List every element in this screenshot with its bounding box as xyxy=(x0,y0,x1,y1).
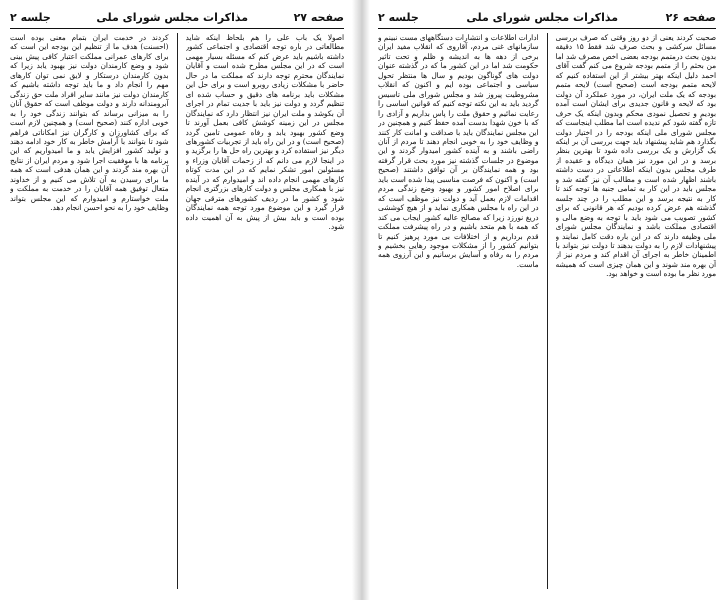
session-label: جلسه ۲ xyxy=(10,11,51,24)
page-number: صفحه ۲۶ xyxy=(665,11,716,24)
header-rule xyxy=(378,28,716,29)
page-26 xyxy=(370,0,726,600)
text-column-left xyxy=(10,33,169,589)
column-divider xyxy=(547,33,548,589)
page-header xyxy=(10,10,344,26)
text-columns xyxy=(378,33,716,589)
session-label: جلسه ۲ xyxy=(378,11,419,24)
paragraph: کردند در خدمت ایران بتمام معنی بوده است (احسنت) هدف ما از تنظیم این بودجه این است که برای کارهای عمرانی مملکت اعتبار کافی پیش بینی شود و وضع کارمندان دولت نیز بهبود یابد زیرا که بدون کارمندان درستکار و لایق نمی توان کارهای مهم را انجام داد و ما باید توجه داشته باشیم که کارمندان دولت نیز مانند سایر افراد ملت حق زندگی آبرومندانه دارند و دولت موظف است که حقوق آنان را به میزانی برساند که بتوانند زندگی خود را به خوبی اداره کنند (صحیح است) و همچنین لازم است که برای کشاورزان و کارگران نیز امکاناتی فراهم شود تا بتوانند با آرامش خاطر به کار خود ادامه دهند و تولید کشور افزایش یابد و ما امیدواریم که این برنامه ها با موفقیت اجرا شود و مردم ایران از نتایج آن بهره مند گردند و این همان هدفی است که همه ما برای رسیدن به آن تلاش می کنیم و از خداوند متعال توفیق همه آقایان را در خدمت به مملکت و ملت خواستارم و امیدوارم که این مجلس بتواند وظایف خود را به نحو احسن انجام دهد. xyxy=(10,33,169,213)
page-title: مذاکرات مجلس شورای ملی xyxy=(96,11,249,24)
header-rule xyxy=(10,28,344,29)
text-column-left xyxy=(378,33,539,589)
paragraph: اصولا یک باب علی را هم بلحاظ اینکه شاید مطالعاتی در باره توجه اقتصادی و اجتماعی کشور داشته باشیم باید عرض کنم که مسئله بسیار مهمی است که در این مجلس مطرح شده است و آقایان نمایندگان محترم توجه دارند که مملکت ما در حال حاضر با مشکلات زیادی روبرو است و برای حل این مشکلات باید برنامه های دقیق و حساب شده ای تنظیم گردد و دولت نیز باید با جدیت تمام در اجرای آن بکوشد و ملت ایران نیز انتظار دارد که نمایندگان مجلس در این زمینه کوشش کافی بعمل آورند تا وضع کشور بهبود یابد و رفاه عمومی تامین گردد (صحیح است) و در این راه باید از تجربیات کشورهای دیگر نیز استفاده کرد و بهترین راه حل ها را برگزید و در اینجا لازم می دانم که از زحمات آقایان وزراء و مسئولین امور تشکر نمایم که در این مدت کوتاه کارهای مهمی انجام داده اند و امیدوارم که در آینده نیز با همکاری مجلس و دولت کارهای بزرگتری انجام شود و کشور ما در ردیف کشورهای مترقی جهان قرار گیرد و این موضوع مورد توجه همه نمایندگان بوده است و باید بیش از پیش به آن اهمیت داده شود. xyxy=(185,33,344,232)
page-title: مذاکرات مجلس شورای ملی xyxy=(466,11,619,24)
text-column-right xyxy=(556,33,717,589)
page-header xyxy=(378,10,716,26)
page-27 xyxy=(0,0,352,600)
paragraph: ادارات اطلاعات و انتشارات دستگاههای مست نبینم و سازمانهای غنی مردم، آقاروی که انقلاب مفید ایران برخی از دهه ها به اندیشه و ظلم و تحت تاثیر حکومت شد اما در این کشور ما که در گذشته عنوان دولت های گوناگون بودیم و سال ها منتظر تحول سیاسی و اجتماعی بوده ایم و اکنون که انقلاب مشروطیت پیروز شد و مجلس شورای ملی تاسیس گردید باید به این نکته توجه کنیم که قوانین اساسی را رعایت نمائیم و حقوق ملت را پاس بداریم و آزادی را که با خون شهدا بدست آمده حفظ کنیم و همچنین در این مجلس نمایندگان باید با صداقت و امانت کار کنند و وظایف خود را به خوبی انجام دهند تا مردم از آنان راضی باشند و به آینده کشور امیدوار گردند و این موضوع در جلسات گذشته نیز مورد بحث قرار گرفته بود و همه نمایندگان بر آن توافق داشتند (صحیح است) و اکنون که فرصت مناسبی پیدا شده است باید برای اصلاح امور کشور و بهبود وضع زندگی مردم اقدامات لازم بعمل آید و دولت نیز موظف است که در این راه با مجلس همکاری نماید و از هیچ کوششی دریغ نورزد زیرا که مصالح عالیه کشور ایجاب می کند که همه با هم متحد باشیم و در راه پیشرفت مملکت قدم برداریم و از اختلافات بی مورد پرهیز کنیم تا بتوانیم کشور را از مشکلات موجود رهایی بخشیم و مردم را به رفاه و آسایش برسانیم و این آرزوی همه ماست. xyxy=(378,33,539,269)
page-number: صفحه ۲۷ xyxy=(293,11,344,24)
book-gutter xyxy=(352,0,370,600)
text-columns xyxy=(10,33,344,589)
column-divider xyxy=(177,33,178,589)
paragraph: صحبت کردند یعنی از دو روز وقتی که صرف بررسی مسائل سرکشی و بحث صرف شد فقط ۱۵ دقیقه بدون بحث درمتمم بودجه بعضی اخص مصرف شد اما من بحثم را از متمم بودجه شروع می کنم گفت آقای احمد دلیل اینکه بهتر بیشتر از این استفاده کنیم که لایحه متمم بودجه است (صحیح است) لایحه متمم بودجه که یک ملت ایران، در مورد عملکرد آن دولت بود که لایحه و قانون جدیدی برای ایشان است آمده بودیم و تحصیل نمودی محکم وبدون اینکه یک حرف تازه گفته شود کم ندیده است اما مطلب اینجاست که مجلس شورای ملی اینکه بودجه را در اختیار دولت بگذارد هم شاید پیشنهاد باید جهت بررسی آن بر اینکه یک گزارش و یک بررسی داده شود تا بهترین بنظر برسد و در این مورد نیز همان دیدگاه و عقیده از طرف مجلس بدون اینکه اطلاعاتی در دست داشته باشند اظهار شده است و مطالب آن نیز گفته شد و مجلس باید در این کار به تمامی جنبه ها توجه کند تا کار به نتیجه برسد و این مطلب را در چند جلسه گذشته هم عرض کرده بودیم که هر قانونی که برای کشور تصویب می شود باید با توجه به وضع مالی و اقتصادی مملکت باشد و نمایندگان مجلس شورای ملی وظیفه دارند که در این باره دقت کامل نمایند و پیشنهادات لازم را به دولت بدهند تا دولت نیز بتواند با اطمینان خاطر به اجرای آن اقدام کند و مردم نیز از آن بهره مند شوند و این همان چیزی است که همیشه مورد نظر ما بوده است و خواهد بود. xyxy=(555,33,716,279)
text-column-right xyxy=(186,33,345,589)
